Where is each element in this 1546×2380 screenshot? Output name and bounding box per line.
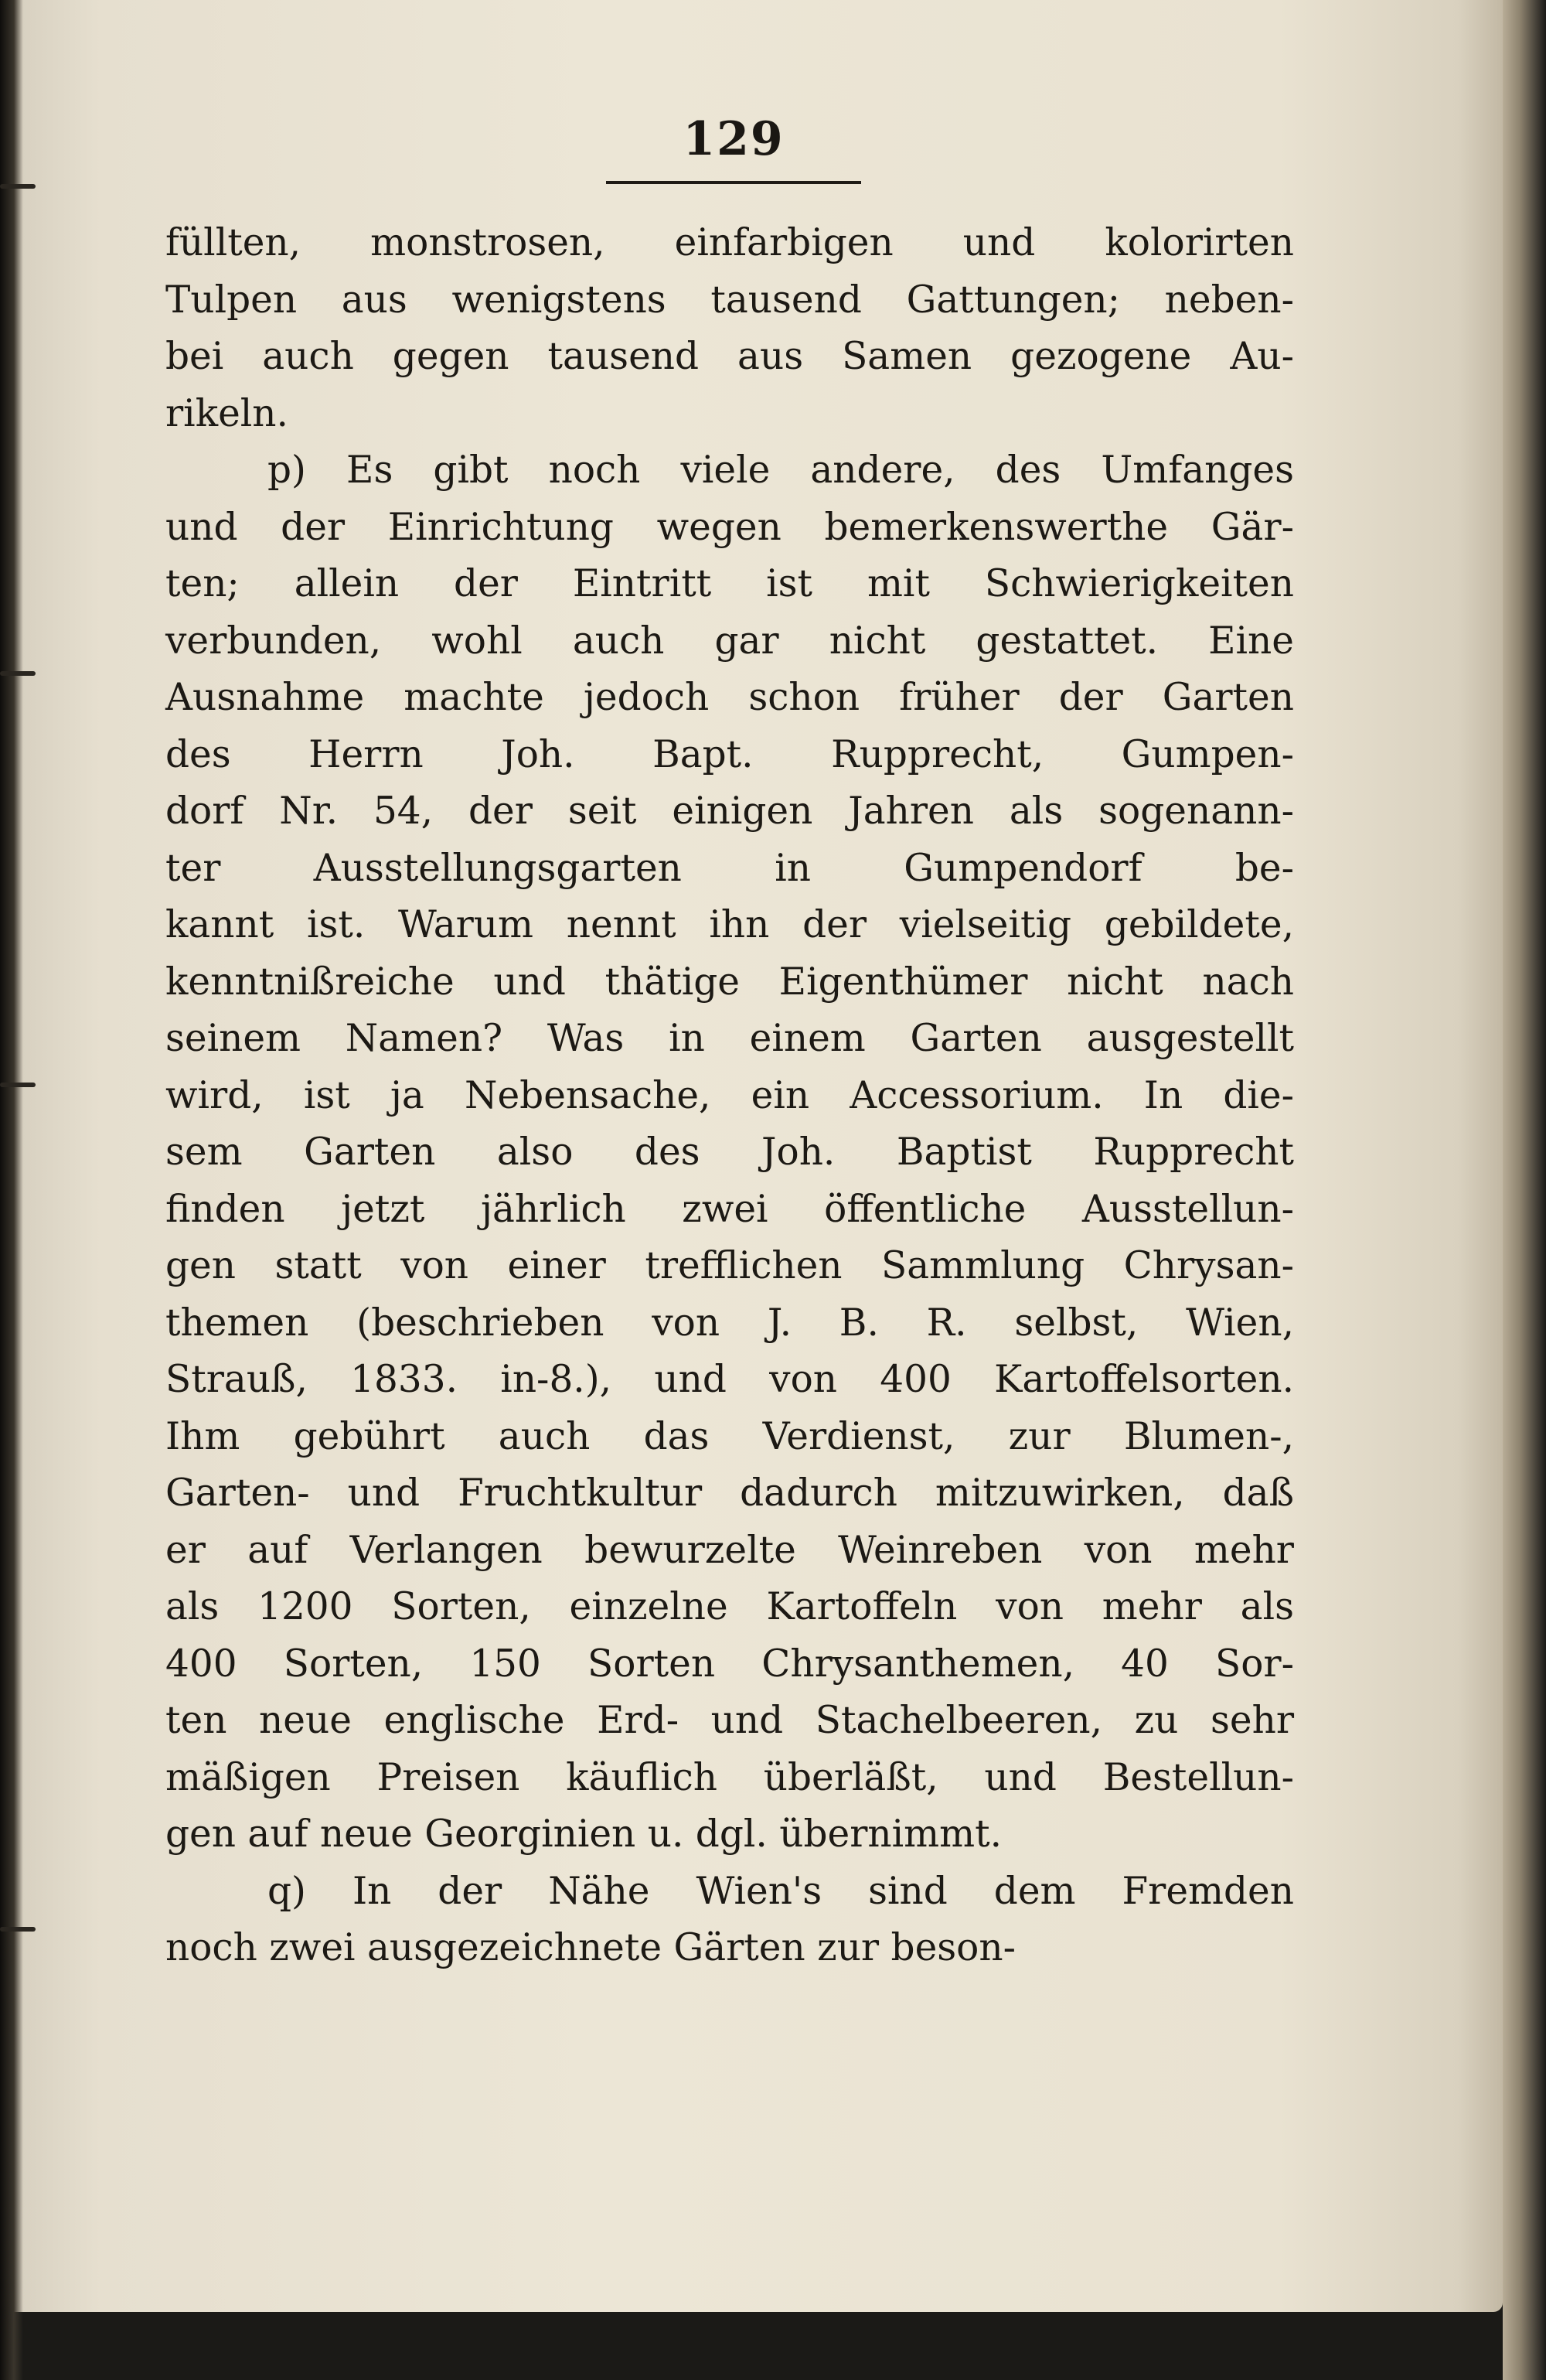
text-line: finden jetzt jährlich zwei öffentliche Ausstellun- [165,1187,1294,1231]
text-line: noch zwei ausgezeichnete Gärten zur beson- [165,1926,1016,1969]
text-line: gen statt von einer trefflichen Sammlung Chrysan- [165,1244,1294,1287]
text-line: seinem Namen? Was in einem Garten ausgestellt [165,1017,1294,1060]
text-line: und der Einrichtung wegen bemerkenswerthe Gär- [165,505,1294,549]
text-line: gen auf neue Georginien u. dgl. übernimmt. [165,1812,1003,1856]
text-line: themen (beschrieben von J. B. R. selbst, Wien, [165,1301,1294,1345]
text-line: dorf Nr. 54, der seit einigen Jahren als sogenann- [165,789,1294,833]
binding-thread [0,1083,36,1087]
text-line: Ihm gebührt auch das Verdienst, zur Blumen-, [165,1414,1294,1458]
text-line: 400 Sorten, 150 Sorten Chrysanthemen, 40 Sor- [165,1642,1294,1686]
text-line: er auf Verlangen bewurzelte Weinreben von mehr [165,1528,1294,1572]
text-line: p) Es gibt noch viele andere, des Umfanges [267,448,1294,492]
text-line: bei auch gegen tausend aus Samen gezogene Au- [165,335,1294,378]
text-line: verbunden, wohl auch gar nicht gestattet. Eine [165,619,1294,663]
page-number: 129 [683,112,785,166]
page-header [606,112,861,184]
text-line: des Herrn Joh. Bapt. Rupprecht, Gumpen- [165,732,1294,776]
text-line: kannt ist. Warum nennt ihn der vielseitig gebildete, [165,903,1294,946]
text-line: Strauß, 1833. in-8.), und von 400 Kartoffelsorten. [165,1358,1294,1401]
paper-page [11,0,1503,2312]
text-line: rikeln. [165,391,288,435]
text-line: ten; allein der Eintritt ist mit Schwierigkeiten [165,562,1294,605]
binding-thread [0,184,36,189]
text-line: ter Ausstellungsgarten in Gumpendorf be- [165,846,1294,890]
binding-shadow [0,0,23,2380]
text-line: als 1200 Sorten, einzelne Kartoffeln von mehr als [165,1585,1294,1628]
text-line: wird, ist ja Nebensache, ein Accessorium. In die- [165,1073,1294,1117]
text-line: ten neue englische Erd- und Stachelbeeren, zu sehr [165,1699,1294,1742]
text-line: Tulpen aus wenigstens tausend Gattungen; neben- [165,278,1294,322]
text-line: kenntnißreiche und thätige Eigenthümer nicht nach [165,960,1294,1004]
text-line: füllten, monstrosen, einfarbigen und kolorirten [165,221,1294,264]
text-line: q) In der Nähe Wien's sind dem Fremden [267,1869,1294,1913]
text-line: sem Garten also des Joh. Baptist Rupprecht [165,1130,1294,1174]
page-edge [1503,0,1546,2380]
text-line: Ausnahme machte jedoch schon früher der Garten [165,676,1294,719]
body-text [165,215,1294,1977]
binding-thread [0,671,36,676]
binding-thread [0,1927,36,1932]
header-rule [606,181,861,184]
text-line: mäßigen Preisen käuflich überläßt, und Bestellun- [165,1755,1294,1799]
text-line: Garten- und Fruchtkultur dadurch mitzuwirken, daß [165,1471,1294,1515]
